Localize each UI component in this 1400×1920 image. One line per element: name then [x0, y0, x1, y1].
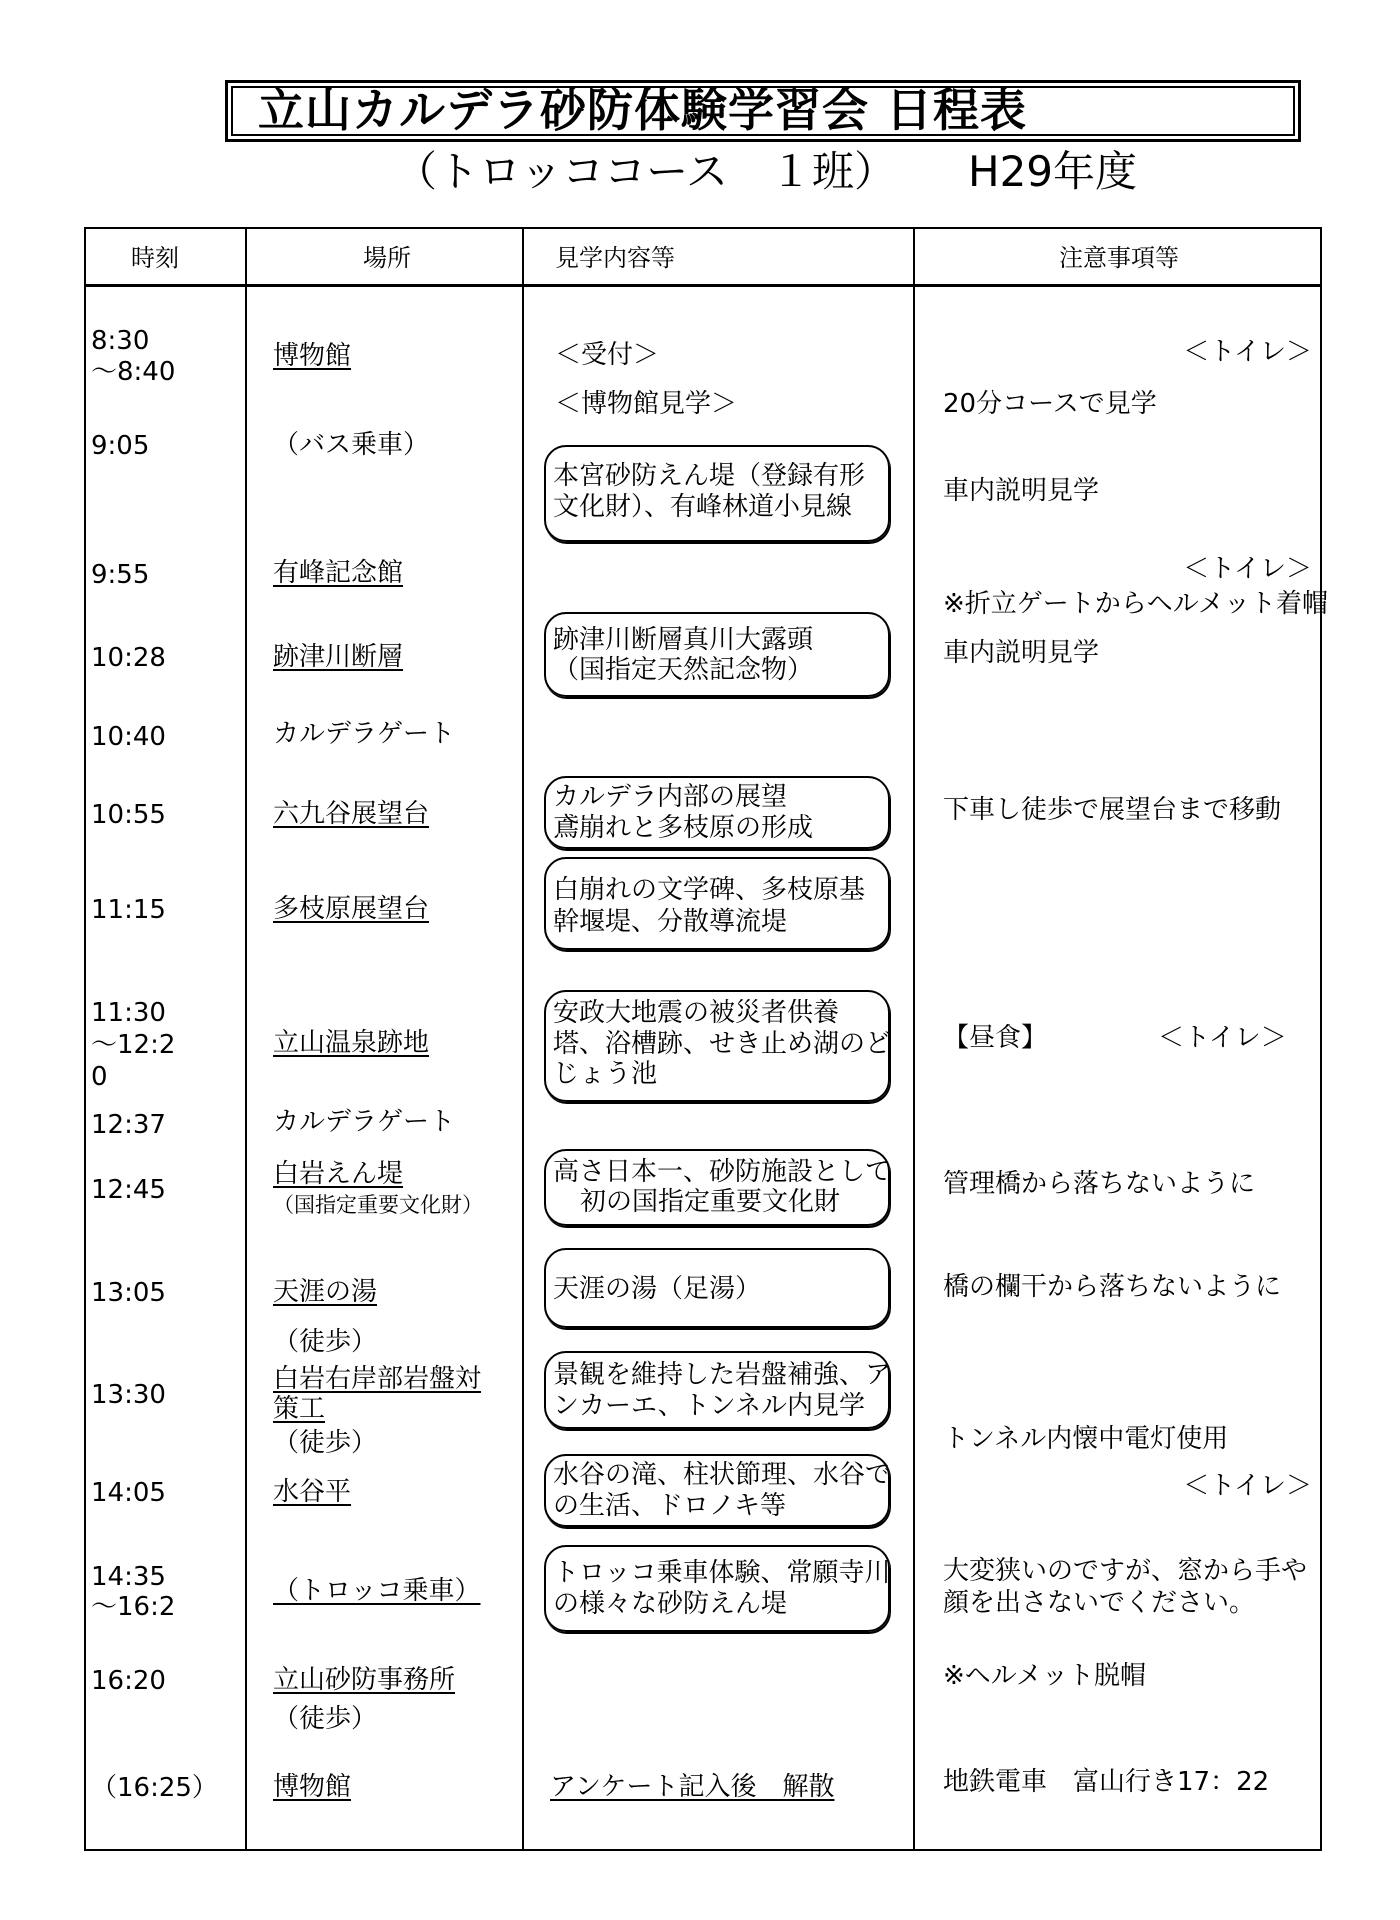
place: （トロッコ乗車） — [273, 1576, 481, 1606]
place: 天涯の湯 — [273, 1277, 378, 1307]
column-header-notes: 注意事項等 — [1059, 244, 1179, 272]
note: 車内説明見学 — [943, 638, 1100, 668]
box-text: 景観を維持した岩盤補強、ア — [553, 1360, 892, 1390]
box-text: 塔、浴槽跡、せき止め湖のど — [553, 1029, 892, 1059]
time: 9:55 — [91, 560, 150, 590]
walk-label: （徒歩） — [273, 1704, 378, 1734]
note: 大変狭いのですが、窓から手や — [943, 1556, 1308, 1586]
note-toilet: ＜トイレ＞ — [1183, 554, 1312, 584]
place: 有峰記念館 — [273, 558, 404, 588]
time: 13:05 — [91, 1278, 166, 1308]
note: 下車し徒歩で展望台まで移動 — [943, 795, 1282, 825]
time: 12:45 — [91, 1175, 166, 1205]
time: ～16:2 — [91, 1592, 176, 1622]
note-toilet: ＜トイレ＞ — [1183, 337, 1312, 367]
place: 白岩えん堤 — [273, 1159, 404, 1189]
page-title: 立山カルデラ砂防体験学習会 日程表 — [258, 83, 1028, 137]
note: 車内説明見学 — [943, 476, 1100, 506]
place: 跡津川断層 — [273, 642, 404, 672]
box-text: 跡津川断層真川大露頭 — [553, 625, 814, 655]
note: 管理橋から落ちないように — [943, 1169, 1256, 1199]
box-text: 安政大地震の被災者供養 — [553, 998, 840, 1028]
note: 地鉄電車 富山行き17：22 — [943, 1767, 1270, 1797]
box-text: じょう池 — [553, 1059, 658, 1089]
note-toilet: ＜トイレ＞ — [1183, 1471, 1312, 1501]
content: ＜受付＞ — [555, 340, 660, 370]
time: 8:30 — [91, 326, 150, 356]
time: 14:05 — [91, 1478, 166, 1508]
place: カルデラゲート — [273, 1107, 456, 1137]
box-text: 鳶崩れと多枝原の形成 — [553, 813, 814, 843]
column-divider — [245, 227, 247, 1849]
content: ＜博物館見学＞ — [555, 389, 738, 419]
content: アンケート記入後 解散 — [550, 1772, 835, 1802]
time: 10:40 — [91, 722, 166, 752]
box-text: の生活、ドロノキ等 — [553, 1491, 786, 1521]
place-note: （国指定重要文化財） — [273, 1193, 483, 1217]
place: 水谷平 — [273, 1477, 352, 1507]
time: 10:55 — [91, 800, 166, 830]
note: 橋の欄干から落ちないように — [943, 1272, 1282, 1302]
time: 11:30 — [91, 998, 166, 1028]
column-divider — [913, 227, 915, 1849]
box-text: 幹堰堤、分散導流堤 — [553, 907, 788, 937]
place: 博物館 — [273, 1772, 352, 1802]
note: 20分コースで見学 — [943, 389, 1157, 419]
place: 立山温泉跡地 — [273, 1028, 430, 1058]
box-text: 初の国指定重要文化財 — [580, 1187, 841, 1217]
box-text: 本宮砂防えん堤（登録有形 — [553, 461, 866, 491]
column-header-content: 見学内容等 — [555, 244, 675, 272]
note: ※ヘルメット脱帽 — [943, 1661, 1147, 1691]
box-text: トロッコ乗車体験、常願寺川 — [553, 1558, 891, 1588]
time: 9:05 — [91, 431, 150, 461]
box-text: の様々な砂防えん堤 — [553, 1589, 788, 1619]
time: 16:20 — [91, 1666, 166, 1696]
time: 11:15 — [91, 895, 166, 925]
box-text: ンカーエ、トンネル内見学 — [553, 1391, 866, 1421]
box-text: 文化財）、有峰林道小見線 — [553, 492, 853, 522]
place: 立山砂防事務所 — [273, 1665, 456, 1695]
place: 博物館 — [273, 341, 352, 371]
note: トンネル内懐中電灯使用 — [943, 1424, 1229, 1454]
box-text: 水谷の滝、柱状節理、水谷で — [553, 1460, 892, 1490]
box-text: 天涯の湯（足湯） — [553, 1274, 762, 1304]
box-text: 高さ日本一、砂防施設として — [553, 1157, 892, 1187]
note: 顔を出さないでください。 — [943, 1588, 1256, 1618]
column-header-time: 時刻 — [131, 244, 179, 272]
place: 六九谷展望台 — [273, 799, 430, 829]
column-header-place: 場所 — [363, 244, 411, 272]
time: 12:37 — [91, 1110, 166, 1140]
place: カルデラゲート — [273, 719, 456, 749]
walk-label: （徒歩） — [273, 1327, 378, 1357]
place: 白岩右岸部岩盤対 — [273, 1364, 482, 1394]
place: （バス乗車） — [273, 430, 430, 460]
time: 10:28 — [91, 643, 166, 673]
note-lunch: 【昼食】 — [943, 1023, 1048, 1053]
place: 策工 — [273, 1394, 326, 1424]
page-subtitle: （トロッココース １班） — [395, 147, 897, 196]
box-text: カルデラ内部の展望 — [553, 782, 788, 812]
walk-label: （徒歩） — [273, 1428, 378, 1458]
fiscal-year: H29年度 — [968, 147, 1138, 196]
column-divider — [522, 227, 524, 1849]
place: 多枝原展望台 — [273, 894, 430, 924]
box-text: （国指定天然記念物） — [553, 655, 814, 685]
time: 0 — [91, 1062, 108, 1092]
time: （16:25） — [91, 1773, 218, 1803]
note-toilet: ＜トイレ＞ — [1158, 1023, 1287, 1053]
box-text: 白崩れの文学碑、多枝原基 — [553, 875, 866, 905]
time: ～8:40 — [91, 357, 176, 387]
time: 14:35 — [91, 1562, 166, 1592]
time: 13:30 — [91, 1380, 166, 1410]
time: ～12:2 — [91, 1030, 176, 1060]
note: ※折立ゲートからヘルメット着帽 — [943, 589, 1329, 619]
header-divider — [84, 284, 1320, 287]
